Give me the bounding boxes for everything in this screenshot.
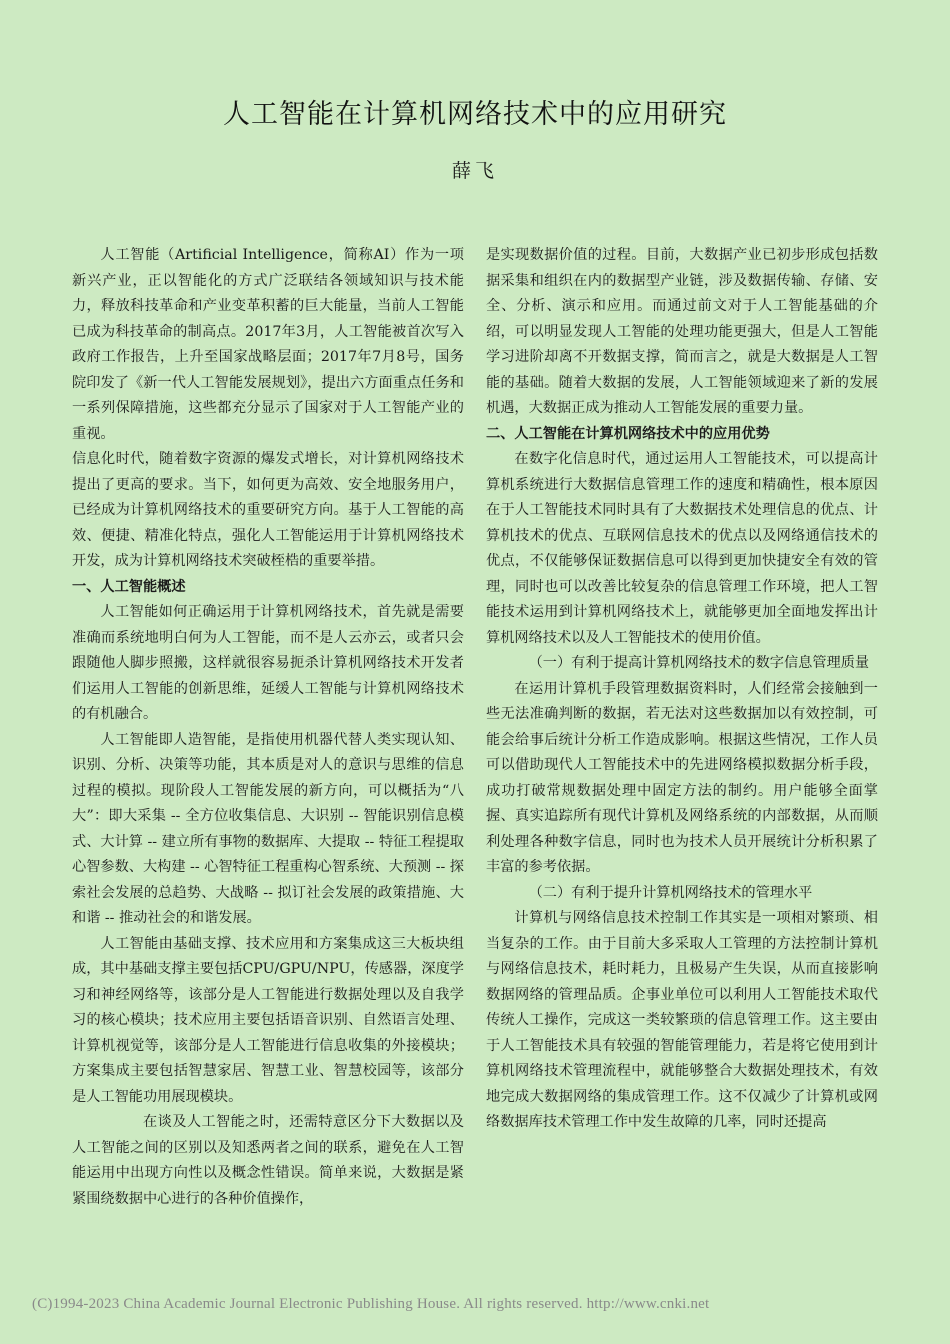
- paragraph: 在数字化信息时代，通过运用人工智能技术，可以提高计算机系统进行大数据信息管理工作的速度和精确性，根本原因在于人工智能技术同时具有了大数据技术处理信息的优点、计算机技术的优点、互联网信息技术的优点以及网络通信技术的优点，不仅能够保证数据信息可以得到更加快捷安全有效的管理，同时也可以改善比较复杂的信息管理工作环境，把人工智能技术运用到计算机网络技术上，就能够更加全面地发挥出计算机网络技术以及人工智能技术的使用价值。: [486, 451, 878, 646]
- paragraph: 人工智能如何正确运用于计算机网络技术，首先就是需要准确而系统地明白何为人工智能，而不是人云亦云，或者只会跟随他人脚步照搬，这样就很容易扼杀计算机网络技术开发者们运用人工智能的创新思维，延缓人工智能与计算机网络技术的有机融合。: [72, 604, 464, 722]
- paragraph: 人工智能即人造智能，是指使用机器代替人类实现认知、识别、分析、决策等功能，其本质是对人的意识与思维的信息过程的模拟。现阶段人工智能发展的新方向，可以概括为“八大”：即大采集 -- 全方位收集信息、大识别 -- 智能识别信息模式、大计算 -- 建立所有事物的数据库、大提取 -- 特征工程提取心智参数、大构建 -- 心智特征工程重构心智系统、大预测 -- 探索社会发展的总趋势、大战略 -- 拟订社会发展的政策措施、大和谐 -- 推动社会的和谐发展。: [72, 731, 464, 926]
- section-heading: 二、人工智能在计算机网络技术中的应用优势: [486, 425, 770, 442]
- paragraph: 在谈及人工智能之时，还需特意区分下大数据以及人工智能之间的区别以及知悉两者之间的联系，避免在人工智能运用中出现方向性以及概念性错误。简单来说，大数据是紧紧围绕数据中心进行的各种价值操作，: [72, 1114, 464, 1207]
- subsection-heading: （一）有利于提高计算机网络技术的数字信息管理质量: [528, 655, 870, 671]
- subsection-heading: （二）有利于提升计算机网络技术的管理水平: [528, 884, 813, 901]
- paragraph: 在运用计算机手段管理数据资料时，人们经常会接触到一些无法准确判断的数据，若无法对这些数据加以有效控制，可能会给事后统计分析工作造成影响。根据这些情况，工作人员可以借助现代人工智能技术中的先进网络模拟数据分析手段，成功打破常规数据处理中固定方法的制约。用户能够全面掌握、真实追踪所有现代计算机及网络系统的内部数据，从而顺利处理各种数字信息，同时也为技术人员开展统计分析积累了丰富的参考依据。: [486, 680, 878, 875]
- section-heading: 一、人工智能概述: [72, 578, 186, 595]
- paper-title: 人工智能在计算机网络技术中的应用研究: [223, 99, 727, 130]
- paragraph: 人工智能（Artificial Intelligence，简称AI）作为一项新兴产业，正以智能化的方式广泛联结各领域知识与技术能力，释放科技革命和产业变革积蓄的巨大能量，当前人工智能已成为科技革命的制高点。2017年3月，人工智能被首次写入政府工作报告，上升至国家战略层面；2017年7月8号，国务院印发了《新一代人工智能发展规划》，提出六方面重点任务和一系列保障措施，这些都充分显示了国家对于人工智能产业的重视。: [72, 247, 464, 442]
- paragraph: 是实现数据价值的过程。目前，大数据产业已初步形成包括数据采集和组织在内的数据型产业链，涉及数据传输、存储、安全、分析、演示和应用。而通过前文对于人工智能基础的介绍，可以明显发现人工智能的处理功能更强大，但是人工智能学习进阶却离不开数据支撑，简而言之，就是大数据是人工智能的基础。随着大数据的发展，人工智能领域迎来了新的发展机遇，大数据正成为推动人工智能发展的重要力量。: [486, 247, 878, 416]
- paragraph: 人工智能由基础支撑、技术应用和方案集成这三大板块组成，其中基础支撑主要包括CPU/GPU/NPU，传感器，深度学习和神经网络等，该部分是人工智能进行数据处理以及自我学习的核心模块；技术应用主要包括语音识别、自然语言处理、计算机视觉等，该部分是人工智能进行信息收集的外接模块；方案集成主要包括智慧家居、智慧工业、智慧校园等，该部分是人工智能功用展现模块。: [72, 935, 464, 1105]
- right-column: [486, 243, 878, 1136]
- author-name: 薛飞: [451, 160, 498, 182]
- left-column: [72, 243, 464, 1212]
- paragraph: 信息化时代，随着数字资源的爆发式增长，对计算机网络技术提出了更高的要求。当下，如何更为高效、安全地服务用户，已经成为计算机网络技术的重要研究方向。基于人工智能的高效、便捷、精准化特点，强化人工智能运用于计算机网络技术开发，成为计算机网络技术突破桎梏的重要举措。: [72, 451, 464, 569]
- copyright-footer: (C)1994-2023 China Academic Journal Electronic Publishing House. All rights reserved. http://www.cnki.net: [32, 1296, 710, 1312]
- paragraph: 计算机与网络信息技术控制工作其实是一项相对繁琐、相当复杂的工作。由于目前大多采取人工管理的方法控制计算机与网络信息技术，耗时耗力，且极易产生失误，从而直接影响数据网络的管理品质。企事业单位可以利用人工智能技术取代传统人工操作，完成这一类较繁琐的信息管理工作。这主要由于人工智能技术具有较强的智能管理能力，若是将它使用到计算机网络技术管理流程中，就能够整合大数据处理技术，有效地完成大数据网络的集成管理工作。这不仅减少了计算机或网络数据库技术管理工作中发生故障的几率，同时还提高: [486, 910, 878, 1130]
